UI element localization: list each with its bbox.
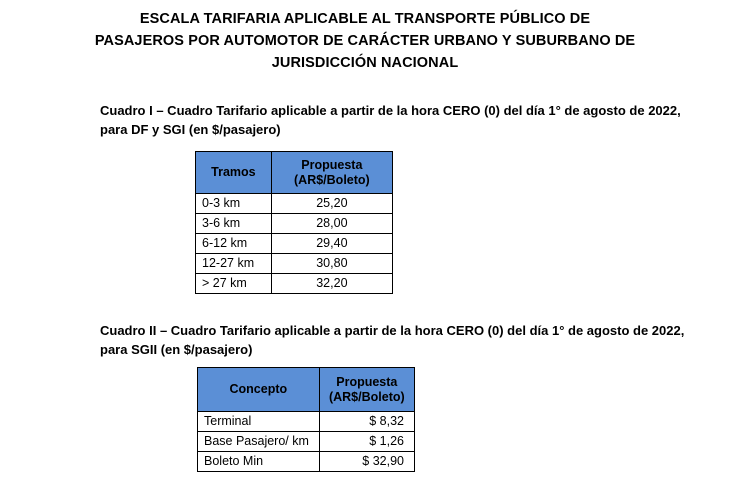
header-tramos: Tramos [196, 152, 272, 194]
concepto-cell: Terminal [198, 412, 320, 432]
table-row [196, 274, 393, 294]
cuadro-1-table [195, 151, 393, 294]
valor-cell: $ 32,90 [319, 452, 414, 472]
cuadro-1-heading-line-2: para DF y SGI (en $/pasajero) [100, 122, 281, 137]
header-propuesta-line-1: Propuesta [336, 374, 398, 389]
cuadro-1-heading-line-1: Cuadro I – Cuadro Tarifario aplicable a partir de la hora CERO (0) del día 1° de agosto de 2022, [100, 103, 681, 118]
title-line-1: ESCALA TARIFARIA APLICABLE AL TRANSPORTE PÚBLICO DE [139, 11, 591, 27]
valor-cell: 32,20 [271, 274, 392, 294]
cuadro-1-heading [100, 101, 681, 139]
cuadro-2-heading-line-1: Cuadro II – Cuadro Tarifario aplicable a partir de la hora CERO (0) del día 1° de agosto de 2022, [100, 323, 685, 338]
cuadro-1-header-row [196, 152, 393, 194]
header-propuesta [319, 368, 414, 412]
table-row [196, 234, 393, 254]
tramo-cell: > 27 km [196, 274, 272, 294]
table-row [196, 194, 393, 214]
tramo-cell: 0-3 km [196, 194, 272, 214]
header-propuesta-line-2: (AR$/Boleto) [294, 172, 370, 187]
cuadro-2-heading [100, 321, 684, 359]
table-row [198, 432, 415, 452]
header-propuesta-line-2: (AR$/Boleto) [328, 389, 405, 404]
tramo-cell: 6-12 km [196, 234, 272, 254]
valor-cell: 25,20 [271, 194, 392, 214]
valor-cell: $ 8,32 [319, 412, 414, 432]
valor-cell: 28,00 [271, 214, 392, 234]
title-line-3: JURISDICCIÓN NACIONAL [271, 55, 459, 71]
header-propuesta-line-1: Propuesta [301, 157, 363, 172]
table-row [196, 254, 393, 274]
cuadro-2-header-row [198, 368, 415, 412]
document-title [0, 8, 730, 74]
valor-cell: $ 1,26 [319, 432, 414, 452]
table-row [196, 214, 393, 234]
tramo-cell: 3-6 km [196, 214, 272, 234]
title-line-2: PASAJEROS POR AUTOMOTOR DE CARÁCTER URBANO Y SUBURBANO DE [94, 33, 636, 49]
header-propuesta [271, 152, 392, 194]
cuadro-2-table [197, 367, 415, 472]
valor-cell: 29,40 [271, 234, 392, 254]
concepto-cell: Boleto Min [198, 452, 320, 472]
valor-cell: 30,80 [271, 254, 392, 274]
tramo-cell: 12-27 km [196, 254, 272, 274]
cuadro-2-heading-line-2: para SGII (en $/pasajero) [100, 342, 253, 357]
table-row [198, 452, 415, 472]
concepto-cell: Base Pasajero/ km [198, 432, 320, 452]
table-row [198, 412, 415, 432]
header-concepto: Concepto [198, 368, 320, 412]
